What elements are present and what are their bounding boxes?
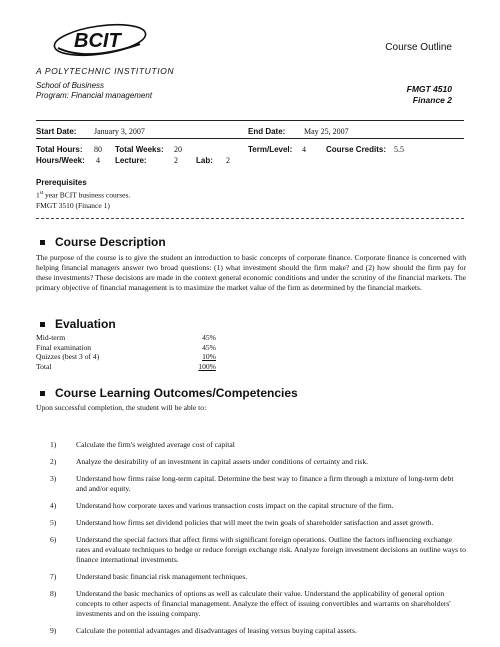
lab-value: 2 [226,156,230,165]
lecture-label: Lecture: [115,156,147,165]
logo-text: BCIT [74,30,121,52]
end-date-label: End Date: [248,127,286,136]
description-heading: Course Description [36,235,166,249]
eval-value: 45% [202,333,216,342]
lab-label: Lab: [196,156,213,165]
eval-value: 10% [202,352,216,362]
eval-label: Final examination [36,342,92,352]
credits-value: 5.5 [394,145,404,154]
course-name: Finance 2 [412,95,452,105]
list-item: 3) Understand how firms raise long-term capital. Determine the best way to finance a firm through a mixture of long-term debt and and/or equity. [50,474,454,493]
list-item: 9) Calculate the potential advantages and disadvantages of leasing versus buying capital assets. [50,626,357,635]
program-name: Program: Financial management [36,91,153,100]
bcit-logo [48,14,158,64]
credits-label: Course Credits: [326,145,387,154]
bullet-icon [40,322,45,327]
total-hours-label: Total Hours: [36,145,83,154]
bullet-icon [40,391,45,396]
start-date-label: Start Date: [36,127,77,136]
table-row [36,343,216,353]
list-item: 2) Analyze the desirability of an investment in capital assets under conditions of certainty and risk. [50,457,369,466]
list-item: 5) Understand how firms set dividend policies that will meet the twin goals of shareholder satisfaction and asset growth. [50,518,434,527]
list-item: 4) Understand how corporate taxes and various transaction costs impact on the capital structure of the firm. [50,501,394,510]
prerequisites-list [36,189,130,211]
total-hours-value: 80 [94,145,102,154]
list-item: 6) Understand the special factors that affect firms with significant foreign operations. Outline the factors influencing exchange rates and evaluate techniques to hedge or reduce foreign exchange risk. Analyze foreign investment decisions an outline ways to finance international investments. [50,535,466,564]
eval-label: Quizzes (best 3 of 4) [36,352,100,362]
term-value: 4 [302,145,306,154]
term-label: Term/Level: [248,145,293,154]
list-item: 7) Understand basic financial risk management techniques. [50,572,248,581]
eval-label: Total [36,361,52,371]
list-item: 8) Understand the basic mechanics of options as well as calculate their value. Understand the applicability of general option concepts to other aspects of financial management. Analyze the effect of issuing convertibles and warrants on shareholders' investments and on the issuing company. [50,589,451,618]
end-date-value: May 25, 2007 [304,127,349,136]
eval-value: 45% [202,342,216,352]
eval-label: Mid-term [36,333,66,342]
course-code: FMGT 4510 [406,84,452,94]
hours-week-value: 4 [96,156,100,165]
outcomes-list [36,440,466,643]
lecture-value: 2 [174,156,178,165]
list-item: 1) Calculate the firm's weighted average cost of capital [50,440,235,449]
prerequisite-item: 1st year BCIT business courses. [36,190,131,200]
table-row [36,352,216,362]
total-weeks-value: 20 [174,145,182,154]
start-date-value: January 3, 2007 [94,127,145,136]
info-rule [36,138,464,139]
header-rule [36,120,464,121]
hours-week-label: Hours/Week: [36,156,85,165]
total-weeks-label: Total Weeks: [115,145,164,154]
evaluation-heading: Evaluation [36,317,116,331]
course-code-block [407,84,452,106]
outcomes-intro: Upon successful completion, the student will be able to: [36,403,207,412]
tagline: A POLYTECHNIC INSTITUTION [36,66,175,76]
bullet-icon [40,240,45,245]
section-divider [36,218,464,219]
table-row [36,333,216,343]
prerequisites-heading: Prerequisites [36,178,87,187]
table-row [36,362,216,372]
prerequisite-item: FMGT 3510 (Finance 1) [36,200,110,210]
evaluation-table [36,333,216,371]
description-text: The purpose of the course is to give the student an introduction to basic concepts of corporate finance. Corporate finance is concerned with helping financial managers answer two broad questions: (1) what investment should the firm make? and (2) how should the firm pay for these investments? These decisions are made in the context general economic conditions and under the scrutiny of the financial markets. The primary objective of financial management is to maximize the market value of the firm as determined by the financial markets. [36,253,466,292]
school-name: School of Business [36,81,105,90]
school-block [36,81,152,101]
outcomes-heading: Course Learning Outcomes/Competencies [36,386,298,400]
eval-value: 100% [198,361,216,371]
doc-type: Course Outline [385,42,452,53]
